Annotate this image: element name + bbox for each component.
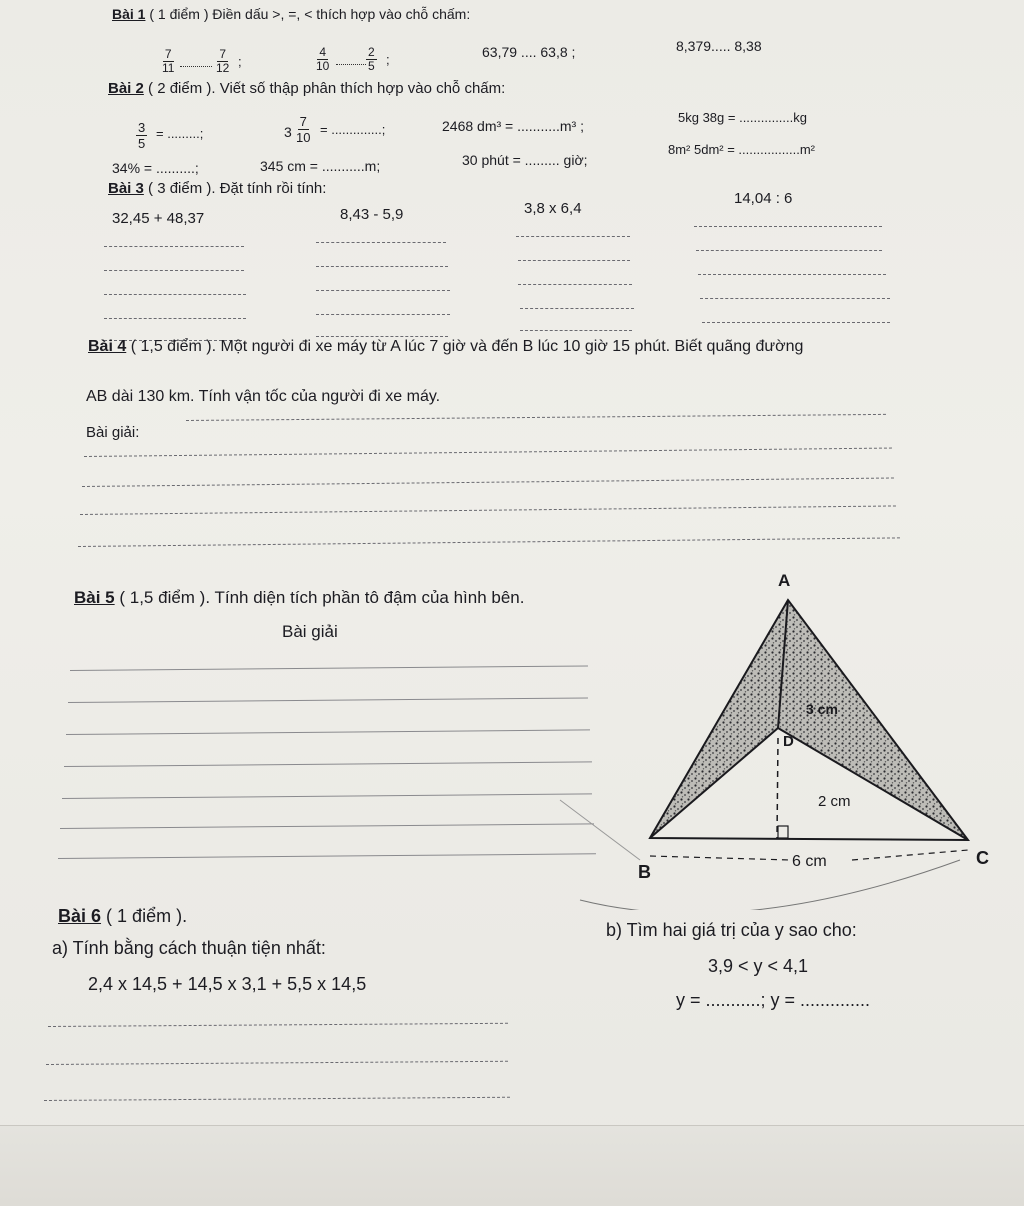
measure-6cm: 6 cm bbox=[792, 853, 827, 870]
bai3-line bbox=[104, 270, 244, 271]
bai5-line bbox=[60, 823, 594, 829]
bai2-heading bbox=[108, 80, 505, 97]
bai4-line bbox=[82, 477, 894, 487]
bai3-line bbox=[694, 226, 882, 227]
bai3-line bbox=[700, 298, 890, 299]
triangle-figure bbox=[540, 560, 1020, 910]
bai6-b-condition: 3,9 < y < 4,1 bbox=[708, 956, 809, 976]
bai1-frac-1: $\frac{7}{11}$ bbox=[162, 47, 175, 75]
bai5-line bbox=[66, 729, 590, 735]
bai2-mixed-frac: $\frac{7}{10}$ bbox=[296, 114, 311, 145]
bai3-line bbox=[104, 246, 244, 247]
bai6-b-answer: y = ...........; y = .............. bbox=[676, 990, 871, 1010]
bai3-line bbox=[518, 284, 632, 285]
bai6-a-label: a) Tính bằng cách thuận tiện nhất: bbox=[52, 938, 326, 958]
bai4-solution-label: Bài giải: bbox=[86, 424, 140, 441]
bai6-b-label: b) Tìm hai giá trị của y sao cho: bbox=[606, 920, 857, 940]
bai5-line bbox=[58, 853, 596, 859]
bai3-problem-2: 8,43 - 5,9 bbox=[340, 206, 404, 223]
bai4-line bbox=[84, 448, 892, 457]
bai3-heading bbox=[108, 180, 326, 197]
bai1-desc: ( 1 điểm ) Điền dấu >, =, < thích hợp vào chỗ chấm: bbox=[149, 6, 471, 22]
base-measure-left bbox=[650, 856, 790, 860]
bai2-item-f: 345 cm = ...........m; bbox=[260, 158, 381, 174]
bai5-line bbox=[64, 761, 592, 767]
bai5-line bbox=[70, 665, 588, 671]
bai1-frac-2: $\frac{7}{12}$ bbox=[216, 47, 230, 75]
bai1-frac-4: $\frac{2}{5}$ bbox=[368, 45, 375, 73]
bai3-line bbox=[518, 260, 630, 261]
bai2-item-d: 5kg 38g = ...............kg bbox=[678, 110, 807, 125]
bai1-dots-1 bbox=[180, 56, 212, 67]
bai6-desc: ( 1 điểm ). bbox=[106, 906, 188, 926]
bai1-item3: 8,379..... 8,38 bbox=[676, 38, 762, 54]
bai6-line bbox=[44, 1097, 510, 1101]
bai3-problem-1: 32,45 + 48,37 bbox=[112, 210, 205, 227]
bai3-line bbox=[516, 236, 630, 237]
bai6-a-expression: 2,4 x 14,5 + 14,5 x 3,1 + 5,5 x 14,5 bbox=[88, 974, 367, 994]
measure-2cm: 2 cm bbox=[818, 793, 851, 810]
bai6-heading bbox=[58, 906, 187, 927]
desk-surface bbox=[0, 1125, 1024, 1206]
bai3-line bbox=[104, 294, 246, 295]
bai3-line bbox=[520, 308, 634, 309]
worksheet-page: Bài 1 ( 1 điểm ) Điền dấu >, =, < thích hợp vào chỗ chấm: $\frac{7}{11}$ $\frac{7}{12}$ ; $\frac{4}{10}$ $\frac{2}{5}$ ; 63,79 .... 63,8 ; 8,379..... 8,38 Bài 2 ( 2 điểm ). Viết số thập phân thích hợp vào chỗ chấm: $\frac{3}{5}$ = .........; 3 $\frac{7}{10}$ = ..............; 2468 dm³ = ...........m³ ; 5kg 38g = ...............kg 34% = ..........; 345 cm = ...........m; 30 phút = ......... giờ; 8m² 5dm² = .................m² Bài 3 ( 3 điểm ). Đặt tính rồi tính: 32,45 + 48,37 8,43 - 5,9 3,8 x 6,4 14,04 : 6 Bài 4 ( 1,5 điểm ). Một người đi xe máy từ A lúc 7 giờ và đến B lúc 10 giờ 15 phút. Biết quãng đường AB dài 130 km. Tính vận tốc của người đi xe máy. Bài giải: Bài 5 ( 1,5 điểm ). Tính diện tích phần tô đậm của hình bên. Bài giải A B C D 3 cm 2 cm 6 cm Bài 6 ( 1 điểm ). a) Tính bằng cách thuận tiện nhất: 2,4 x 14,5 + 14,5 x 3,1 + 5,5 x 14,5 b) Tìm hai giá trị của y sao cho: 3,9 < y < 4,1 y = ...........; y = .............. bbox=[0, 0, 1024, 1205]
bai4-line bbox=[80, 505, 896, 515]
bai3-title: Bài 3 bbox=[108, 180, 144, 197]
bai2-item-g: 30 phút = ......... giờ; bbox=[462, 152, 588, 168]
vertex-a-label: A bbox=[778, 571, 791, 590]
bai3-desc: ( 3 điểm ). Đặt tính rồi tính: bbox=[148, 180, 327, 197]
bai4-title: Bài 4 bbox=[88, 338, 127, 355]
bai5-title: Bài 5 bbox=[74, 588, 115, 607]
bai5-line bbox=[62, 793, 592, 799]
bai1-item2: 63,79 .... 63,8 ; bbox=[482, 44, 576, 60]
bai5-solution-label: Bài giải bbox=[282, 622, 338, 641]
bai3-problem-3: 3,8 x 6,4 bbox=[524, 200, 582, 217]
bai1-dots-2 bbox=[336, 54, 366, 65]
bai2-title: Bài 2 bbox=[108, 80, 144, 97]
bai5-heading bbox=[74, 588, 524, 608]
bai1-heading bbox=[112, 6, 470, 22]
bai3-line bbox=[702, 322, 890, 323]
bai3-line bbox=[316, 290, 450, 291]
bai2-item-c: 2468 dm³ = ...........m³ ; bbox=[442, 118, 584, 134]
bai2-item-h: 8m² 5dm² = .................m² bbox=[668, 142, 815, 157]
shaded-region-right bbox=[778, 600, 968, 840]
bai3-line bbox=[316, 314, 450, 315]
bai2-item-e: 34% = ..........; bbox=[112, 160, 199, 176]
measure-3cm: 3 cm bbox=[806, 701, 838, 717]
bai2-item-b: = ..............; bbox=[320, 122, 386, 137]
bai5-line bbox=[68, 697, 588, 703]
base-measure-right bbox=[852, 850, 968, 860]
bai4-desc-2: AB dài 130 km. Tính vận tốc của người đi xe máy. bbox=[86, 388, 441, 405]
bai3-line bbox=[316, 336, 448, 337]
bai1-frac-3: $\frac{4}{10}$ bbox=[316, 45, 330, 73]
bai4-line bbox=[186, 414, 886, 421]
bai2-mixed-whole: 3 bbox=[284, 124, 292, 140]
vertex-c-label: C bbox=[976, 848, 989, 868]
bai3-problem-4: 14,04 : 6 bbox=[734, 190, 793, 207]
bai4-desc: ( 1,5 điểm ). Một người đi xe máy từ A lúc 7 giờ và đến B lúc 10 giờ 15 phút. Biết quãng đường bbox=[130, 338, 804, 355]
bai6-line bbox=[48, 1023, 508, 1027]
bai2-frac-a: $\frac{3}{5}$ bbox=[138, 120, 146, 151]
bai2-desc: ( 2 điểm ). Viết số thập phân thích hợp vào chỗ chấm: bbox=[148, 80, 506, 97]
bai3-line bbox=[104, 318, 246, 319]
bai3-line bbox=[520, 330, 632, 331]
point-d-label: D bbox=[783, 733, 794, 750]
right-angle-mark bbox=[778, 826, 788, 838]
bai5-desc: ( 1,5 điểm ). Tính diện tích phần tô đậm của hình bên. bbox=[119, 588, 525, 607]
height-dh bbox=[777, 738, 778, 838]
bai3-line bbox=[316, 242, 446, 243]
vertex-b-label: B bbox=[638, 862, 651, 882]
bai6-title: Bài 6 bbox=[58, 906, 102, 926]
bai6-line bbox=[46, 1061, 508, 1065]
bai3-line bbox=[316, 266, 448, 267]
bai3-line bbox=[696, 250, 882, 251]
bai3-line bbox=[698, 274, 886, 275]
bai2-item-a: = .........; bbox=[156, 126, 204, 141]
bai4-heading bbox=[88, 338, 803, 356]
bai1-title: Bài 1 bbox=[112, 6, 146, 22]
bai4-line bbox=[78, 537, 900, 547]
